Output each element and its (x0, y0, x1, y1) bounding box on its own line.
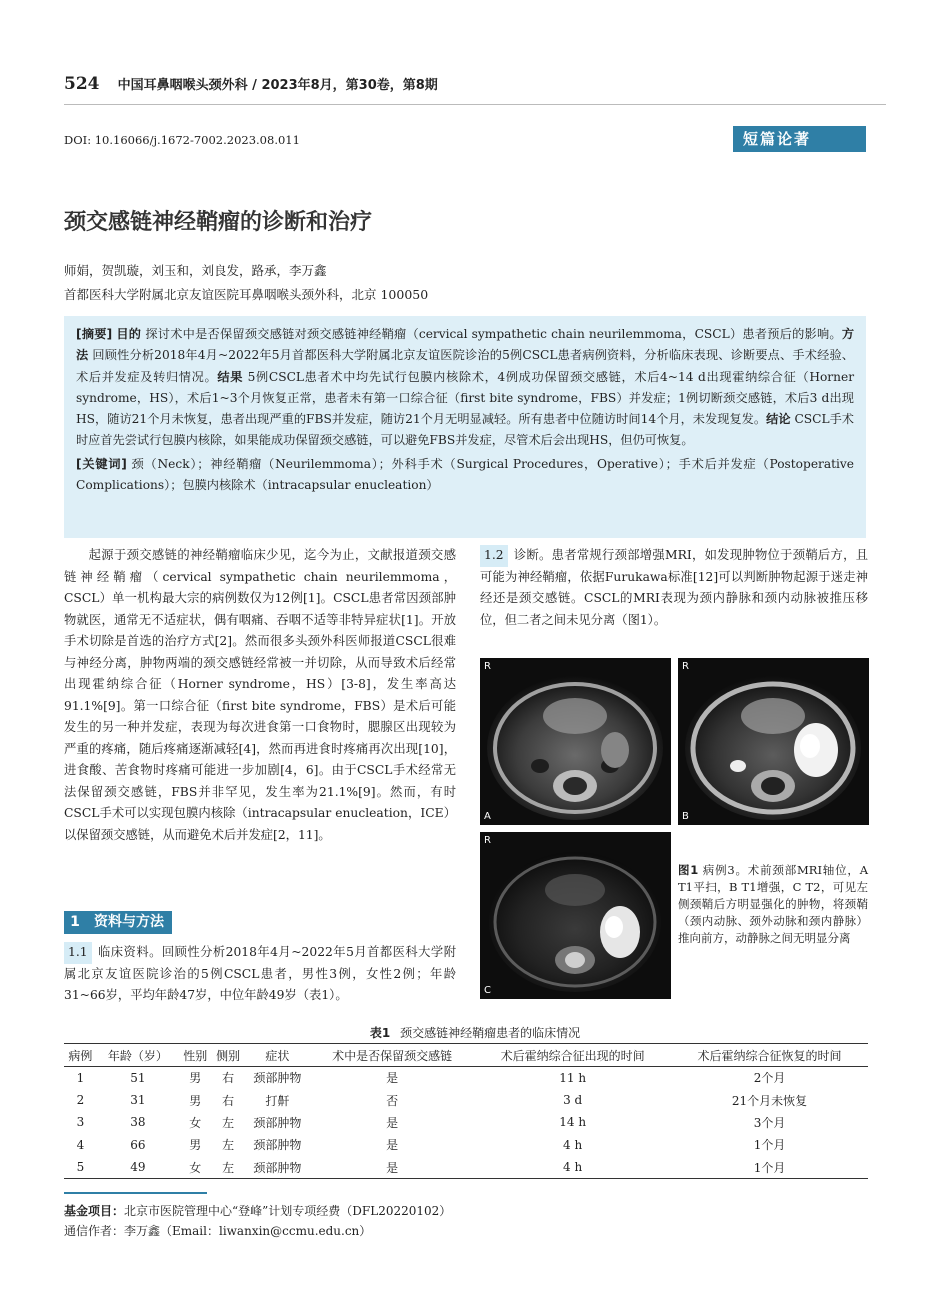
footnote-divider (64, 1192, 207, 1194)
funding-label: 基金项目： (64, 1204, 125, 1218)
table-cell: 右 (222, 1071, 235, 1086)
methods-text: 回顾性分析2018年4月~2022年5月首都医科大学附属北京友谊医院诊治的5例CSCL患者病例资料，分析临床表现、诊断要点、手术经验、术后并发症及转归情况。 (76, 348, 854, 384)
intro-paragraph: 起源于颈交感链的神经鞘瘤临床少见，迄今为止，文献报道颈交感链神经鞘瘤（cervical sympathetic chain neurilemmoma，CSCL）单一机构最大宗的病例数仅为12例[1]。CSCL患者常因颈部肿物就医，通常无不适症状，偶有咽痛、吞咽不适等非特异症状[1]。开放手术切除是首选的治疗方式[2]。然而很多头颈外科医师报道CSCL很难与神经分离，肿物两端的颈交感链经常被一并切除，从而导致术后经常出现霍纳综合征（Horner syndrome，HS）[3-8]，发生率高达91.1%[9]。第一口综合征（first bite syndrome，FBS）是术后可能发生的另一种并发症，表现为每次进食第一口食物时，腮腺区出现较为严重的疼痛，随后疼痛逐渐减轻[4]，然而再进食时疼痛再次出现[10]，进食酸、苦食物时疼痛可能进一步加剧[4，6]。由于CSCL手术经常无法保留颈交感链，FBS并非罕见，发生率为21.1%[9]。然而，有时CSCL手术可以实现包膜内核除（intracapsular enucleation，ICE）以保留颈交感链，从而避免术后并发症[2，11]。 (64, 548, 456, 842)
table-cell: 4 h (474, 1156, 671, 1178)
panel-orientation-label: R (484, 835, 491, 846)
abstract-label: [摘要] (76, 327, 113, 341)
table-cell: 是 (386, 1115, 399, 1130)
mri-scan-graphic (480, 658, 671, 825)
affiliation: 首都医科大学附属北京友谊医院耳鼻咽喉头颈外科，北京 100050 (64, 287, 429, 302)
abstract-box (64, 316, 866, 538)
panel-letter-label: C (484, 985, 491, 996)
table-cell: 左 (222, 1138, 235, 1153)
table-cell: 1个月 (671, 1156, 868, 1178)
header-divider (64, 104, 886, 105)
table-cell: 男 (189, 1093, 202, 1108)
table-row (64, 1156, 868, 1178)
section-number: 1 (64, 911, 86, 934)
mri-scan-graphic (678, 658, 869, 825)
table-cell: 是 (386, 1071, 399, 1086)
table-cell: 49 (97, 1156, 179, 1178)
clinical-table (64, 1043, 868, 1179)
subsection-text: 临床资料。回顾性分析2018年4月~2022年5月首都医科大学附属北京友谊医院诊治的5例CSCL患者，男性3例，女性2例；年龄31~66岁，平均年龄47岁，中位年龄49岁（表1）。 (64, 945, 456, 1002)
subsection-1-2 (480, 545, 868, 631)
figure-caption-label: 图1 (678, 863, 699, 877)
panel-letter-label: A (484, 811, 491, 822)
keywords (76, 454, 854, 497)
table-header: 症状 (245, 1044, 311, 1067)
table-cell: 3 d (563, 1093, 583, 1108)
table-cell: 2个月 (753, 1071, 786, 1086)
table-cell: 否 (386, 1093, 399, 1108)
mri-image-b (678, 658, 869, 825)
table-cell: 1 (76, 1070, 85, 1085)
table-row (64, 1089, 868, 1111)
panel-orientation-label: R (682, 661, 689, 672)
table-cell: 31 (130, 1093, 146, 1108)
journal-name: 中国耳鼻咽喉头颈外科 / 2023年8月，第30卷，第8期 (117, 78, 438, 93)
objective-label: 目的 (116, 327, 142, 341)
table-cell: 14 h (559, 1115, 587, 1130)
table-row (64, 1111, 868, 1133)
running-header (64, 74, 438, 94)
table-header: 侧别 (212, 1044, 245, 1067)
objective-text: 探讨术中是否保留颈交感链对颈交感链神经鞘瘤（cervical sympathetic chain neurilemmoma，CSCL）患者预后的影响。 (145, 327, 842, 341)
keywords-label: [关键词] (76, 456, 127, 471)
table-cell: 21个月未恢复 (731, 1093, 808, 1108)
panel-letter-label: B (682, 811, 689, 822)
table-cell: 男 (189, 1071, 202, 1086)
table-cell: 5 (64, 1156, 97, 1178)
table-cell: 左 (222, 1115, 235, 1130)
table-cell: 颈部肿物 (253, 1115, 302, 1130)
table-cell: 2 (76, 1093, 85, 1108)
table-cell: 38 (130, 1115, 146, 1130)
doi: DOI: 10.16066/j.1672-7002.2023.08.011 (64, 133, 300, 147)
conclusion-label: 结论 (766, 412, 791, 427)
section-tag: 短篇论著 (733, 126, 866, 152)
methods-label: 方法 (76, 327, 855, 363)
table-title (0, 1024, 950, 1041)
keywords-text: 颈（Neck）；神经鞘瘤（Neurilemmoma）；外科手术（Surgical Procedures，Operative）；手术后并发症（Postoperative Complications）；包膜内核除术（intracapsular enucleation） (76, 456, 855, 493)
table-header: 术后霍纳综合征恢复的时间 (671, 1044, 868, 1067)
results-label: 结果 (217, 369, 244, 384)
table-header: 术中是否保留颈交感链 (310, 1044, 474, 1067)
left-column (64, 545, 456, 846)
table-cell: 颈部肿物 (253, 1138, 302, 1153)
corresponding-text: 李万鑫（Email：liwanxin@ccmu.edu.cn） (124, 1224, 372, 1238)
table-header: 年龄（岁） (97, 1044, 179, 1067)
table-header: 病例 (64, 1044, 97, 1067)
abstract-text (76, 324, 854, 452)
table-cell: 4 (76, 1137, 85, 1152)
table-row (64, 1067, 868, 1089)
table-cell: 女 (179, 1156, 212, 1178)
article-title: 颈交感链神经鞘瘤的诊断和治疗 (64, 210, 373, 235)
table-cell: 3个月 (753, 1115, 786, 1130)
panel-orientation-label: R (484, 661, 491, 672)
page-number: 524 (64, 74, 100, 94)
subsection-1-1 (64, 942, 456, 1007)
table-cell: 4 h (563, 1137, 583, 1152)
table-cell: 是 (310, 1156, 474, 1178)
conclusion-text: CSCL手术时应首先尝试行包膜内核除，如果能成功保留颈交感链，可以避免FBS并发症，尽管术后会出现HS，但仍可恢复。 (76, 412, 854, 448)
table-cell: 是 (386, 1138, 399, 1153)
table-header: 性别 (179, 1044, 212, 1067)
corresponding-label: 通信作者： (64, 1224, 125, 1238)
section-title: 资料与方法 (86, 911, 172, 934)
table-cell: 左 (212, 1156, 245, 1178)
funding-note (64, 1202, 451, 1219)
table-title-text: 颈交感链神经鞘瘤患者的临床情况 (400, 1026, 581, 1040)
author-list: 师娟，贺凯璇，刘玉和，刘良发，路承，李万鑫 (64, 263, 327, 278)
figure-caption (678, 862, 868, 947)
table-cell: 51 (130, 1070, 146, 1085)
subsection-text: 诊断。患者常规行颈部增强MRI，如发现肿物位于颈鞘后方，且可能为神经鞘瘤，依据Furukawa标准[12]可以判断肿物起源于迷走神经还是颈交感链。CSCL的MRI表现为颈内静脉和颈内动脉被推压移位，但二者之间未见分离（图1）。 (480, 548, 868, 627)
subsection-number: 1.2 (480, 545, 508, 567)
funding-text: 北京市医院管理中心“登峰”计划专项经费（DFL20220102） (124, 1204, 452, 1218)
section-heading (64, 911, 172, 934)
table-header: 术后霍纳综合征出现的时间 (474, 1044, 671, 1067)
table-cell: 女 (189, 1115, 202, 1130)
table-label: 表1 (369, 1026, 391, 1040)
figure-caption-text: 病例3。术前颈部MRI轴位，A T1平扫，B T1增强，C T2，可见左侧颈鞘后方明显强化的肿物，将颈鞘（颈内动脉、颈外动脉和颈内静脉）推向前方，动静脉之间无明显分离 (678, 863, 868, 945)
table-cell: 3 (76, 1115, 85, 1130)
mri-scan-graphic (480, 832, 671, 999)
table-cell: 颈部肿物 (245, 1156, 311, 1178)
results-text: 5例CSCL患者术中均先试行包膜内核除术，4例成功保留颈交感链，术后4~14 d出现霍纳综合征（Horner syndrome，HS），术后1~3个月恢复正常，患者未有第一口综合征（first bite syndrome，FBS）并发症；1例切断颈交感链，术后3 d出现HS，随访21个月未恢复，患者出现严重的FBS并发症，随访21个月无明显减轻。所有患者中位随访时间14个月，未发现复发。 (76, 369, 855, 427)
table-cell: 11 h (559, 1070, 587, 1085)
table-cell: 男 (189, 1138, 202, 1153)
table-cell: 颈部肿物 (253, 1071, 302, 1086)
table-row (64, 1134, 868, 1156)
table-header-row (64, 1044, 868, 1067)
mri-image-c (480, 832, 671, 999)
corresponding-author (64, 1222, 371, 1239)
table-cell: 66 (130, 1137, 146, 1152)
mri-image-a (480, 658, 671, 825)
table-cell: 打鼾 (265, 1093, 290, 1108)
table-cell: 右 (222, 1093, 235, 1108)
table-cell: 1个月 (753, 1138, 786, 1153)
subsection-number: 1.1 (64, 942, 92, 964)
